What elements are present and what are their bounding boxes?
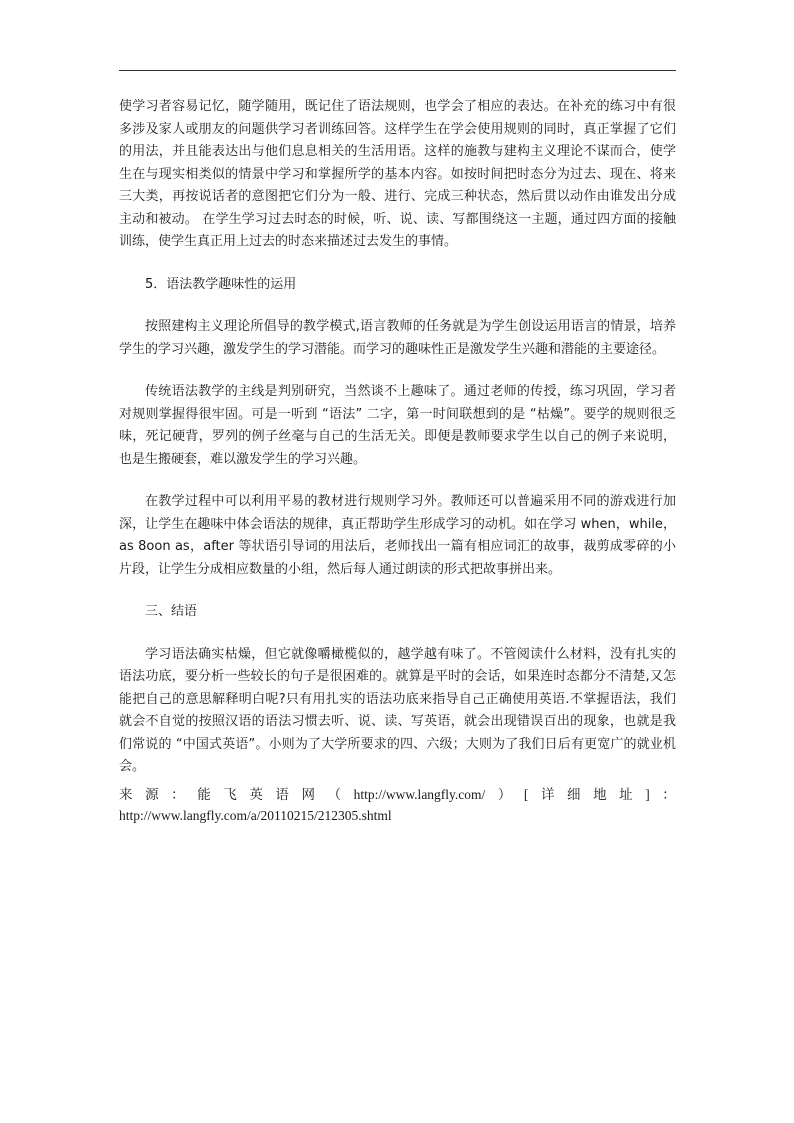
paragraph-games: 在教学过程中可以利用平易的教材进行规则学习外。教师还可以普遍采用不同的游戏进行加深，让学生在趣味中体会语法的规律，真正帮助学生形成学习的动机。如在学习 when，while，as 8oon as，after 等状语引导词的用法后，老师找出一篇有相应词汇的故事，裁剪成零碎的小片段，让学生分成相应数量的小组，然后每人通过朗读的形式把故事拼出来。: [119, 494, 676, 577]
header-rule: [119, 70, 676, 71]
source-char: 英: [249, 786, 263, 802]
source-char: 细: [567, 786, 581, 802]
source-char: 语: [275, 786, 289, 802]
document-body: [119, 96, 676, 826]
source-char: 来: [119, 786, 133, 802]
section-heading-conclusion: 三、结语: [145, 604, 198, 619]
source-line: [119, 784, 676, 805]
source-char: ）: [497, 786, 512, 802]
source-site-link[interactable]: http://www.langfly.com/: [353, 786, 486, 802]
source-char: 地: [593, 786, 607, 802]
source-char: 源: [145, 786, 159, 802]
source-char: ：: [171, 786, 185, 802]
source-char: 网: [301, 786, 315, 802]
paragraph-constructivism: 按照建构主义理论所倡导的教学模式,语言教师的任务就是为学生创设运用语言的情景，培养学生的学习兴趣，激发学生的学习潜能。而学习的趣味性正是激发学生兴趣和潜能的主要途径。: [119, 319, 676, 357]
source-citation: [119, 784, 676, 826]
source-char: 址: [619, 786, 633, 802]
source-detail-url[interactable]: http://www.langfly.com/a/20110215/212305.shtml: [119, 807, 392, 823]
source-char: ：: [662, 786, 676, 802]
source-char: 飞: [223, 786, 237, 802]
source-char: 详: [540, 786, 555, 802]
source-char: [: [523, 786, 529, 802]
paragraph-conclusion: 学习语法确实枯燥，但它就像嚼橄榄似的，越学越有味了。不管阅读什么材料，没有扎实的语法功底，要分析一些较长的句子是很困难的。就算是平时的会话，如果连时态都分不清楚,又怎能把自己的意思解释明白呢?只有用扎实的语法功底来指导自己正确使用英语.不掌握语法，我们就会不自觉的按照汉语的语法习惯去听、说、读、写英语，就会出现错误百出的现象，也就是我们常说的 “中国式英语”。小则为了大学所要求的四、六级；大则为了我们日后有更宽广的就业机会。: [119, 646, 676, 774]
paragraph-continuation: 使学习者容易记忆，随学随用，既记住了语法规则，也学会了相应的表达。在补充的练习中有很多涉及家人或朋友的问题供学习者训练回答。这样学生在学会使用规则的同时，真正掌握了它们的用法，并且能表达出与他们息息相关的生活用语。这样的施教与建构主义理论不谋而合，使学生在与现实相类似的情景中学习和掌握所学的基本内容。如按时间把时态分为过去、现在、将来三大类，再按说话者的意图把它们分为一般、进行、完成三种状态，然后贯以动作由谁发出分成主动和被动。 在学生学习过去时态的时候，听、说、读、写都围绕这一主题，通过四方面的接触训练，使学生真正用上过去的时态来描述过去发生的事情。: [119, 99, 676, 249]
section-heading-5: 5．语法教学趣味性的运用: [145, 276, 297, 292]
source-char: 能: [197, 786, 211, 802]
source-char: ]: [645, 786, 650, 802]
paragraph-traditional-grammar: 传统语法教学的主线是判别研究，当然谈不上趣味了。通过老师的传授，练习巩固，学习者对规则掌握得很牢固。可是一听到 “语法” 二字，第一时间联想到的是 “枯燥”。要学的规则很乏味，死记硬背，罗列的例子丝毫与自己的生活无关。即便是教师要求学生以自己的例子来说明，也是生搬硬套，难以激发学生的学习兴趣。: [119, 384, 676, 467]
source-char: （: [327, 786, 341, 802]
